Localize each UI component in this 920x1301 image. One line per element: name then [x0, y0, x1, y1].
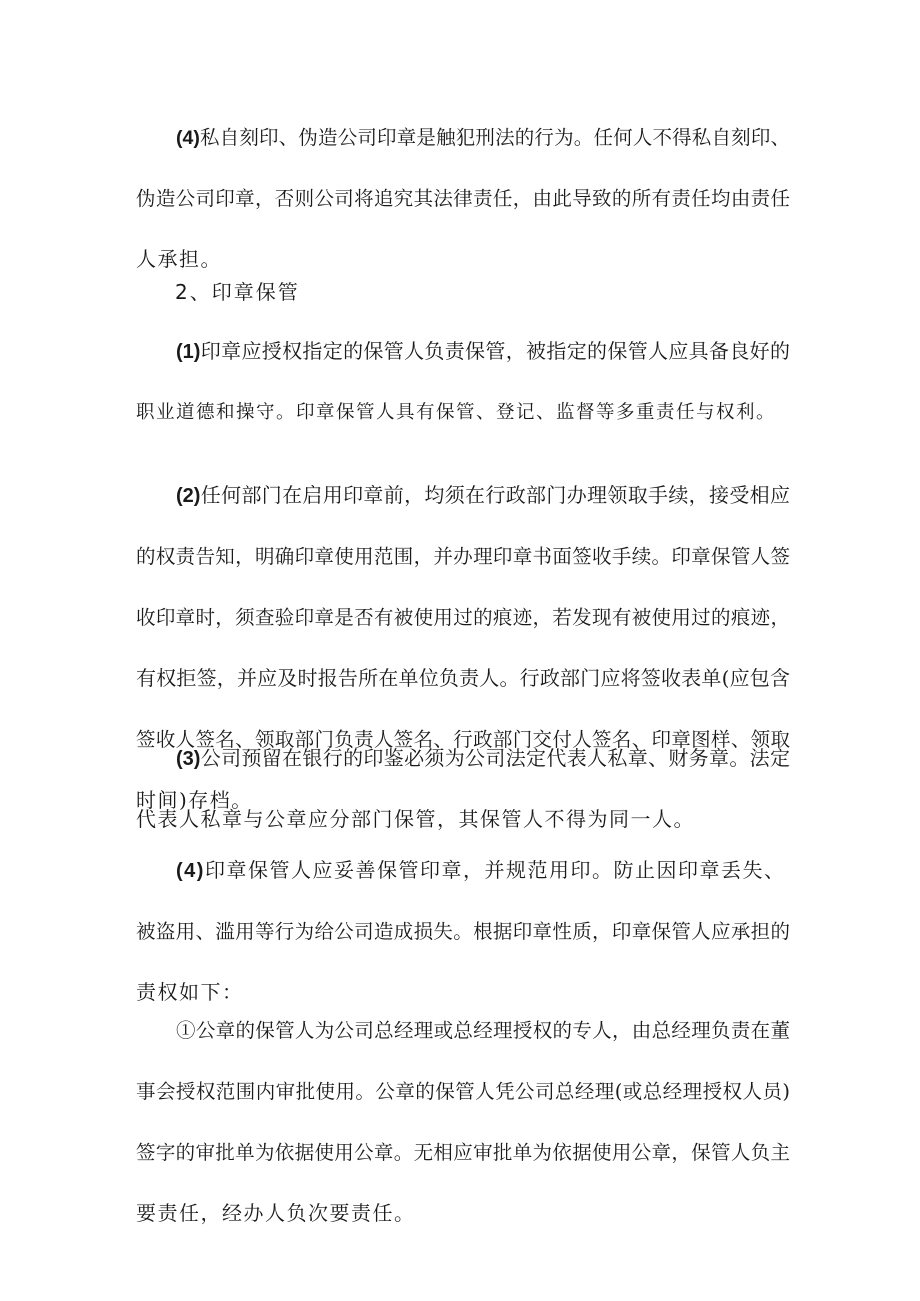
text-line: 事会授权范围内审批使用。公章的保管人凭公司总经理(或总经理授权人员) [136, 1080, 790, 1103]
text-line: 被盗用、滥用等行为给公司造成损失。根据印章性质，印章保管人应承担的 [136, 920, 790, 943]
text-line: 签收人签名、领取部门负责人签名、行政部门交付人签名、印章图样、领取 [136, 728, 790, 751]
text-line: 有权拒签，并应及时报告所在单位负责人。行政部门应将签收表单(应包含 [136, 666, 790, 690]
text-line: (4)私自刻印、伪造公司印章是触犯刑法的行为。任何人不得私自刻印、 [176, 126, 790, 149]
text-line: 责权如下： [136, 980, 244, 1004]
text-line: ①公章的保管人为公司总经理或总经理授权的专人，由总经理负责在董 [176, 1019, 790, 1042]
text-line: (4)印章保管人应妥善保管印章，并规范用印。防止因印章丢失、 [176, 858, 786, 882]
paragraph-forgery-clause [136, 117, 790, 280]
text-line: 签字的审批单为依据使用公章。无相应审批单为依据使用公章，保管人负主 [136, 1141, 790, 1164]
text-line: 的权责告知，明确印章使用范围，并办理印章书面签收手续。印章保管人签 [136, 545, 790, 568]
text-line: (1)印章应授权指定的保管人负责保管，被指定的保管人应具备良好的 [176, 339, 790, 363]
text-line: 代表人私章与公章应分部门保管，其保管人不得为同一人。 [136, 807, 695, 831]
text-line: 职业道德和操守。印章保管人具有保管、登记、监督等多重责任与权利。 [136, 402, 777, 423]
text-line: 伪造公司印章，否则公司将追究其法律责任，由此导致的所有责任均由责任 [136, 187, 790, 210]
text-line: (3)公司预留在银行的印鉴必须为公司法定代表人私章、财务章。法定 [176, 746, 790, 770]
paragraph-safekeeping-clause [136, 850, 790, 1013]
text-line: 收印章时，须查验印章是否有被使用过的痕迹，若发现有被使用过的痕迹， [136, 606, 790, 629]
paragraph-company-seal-clause [136, 1010, 790, 1234]
text-line: 要责任，经办人负次要责任。 [136, 1201, 416, 1225]
paragraph-custodian-clause [136, 331, 790, 433]
text-line: 时间)存档。 [136, 788, 253, 812]
paragraph-bank-seal-clause [136, 738, 790, 840]
text-line: (2)任何部门在启用印章前，均须在行政部门办理领取手续，接受相应 [176, 483, 790, 507]
text-line: 人承担。 [136, 247, 222, 271]
section-heading: 2、印章保管 [175, 280, 300, 304]
